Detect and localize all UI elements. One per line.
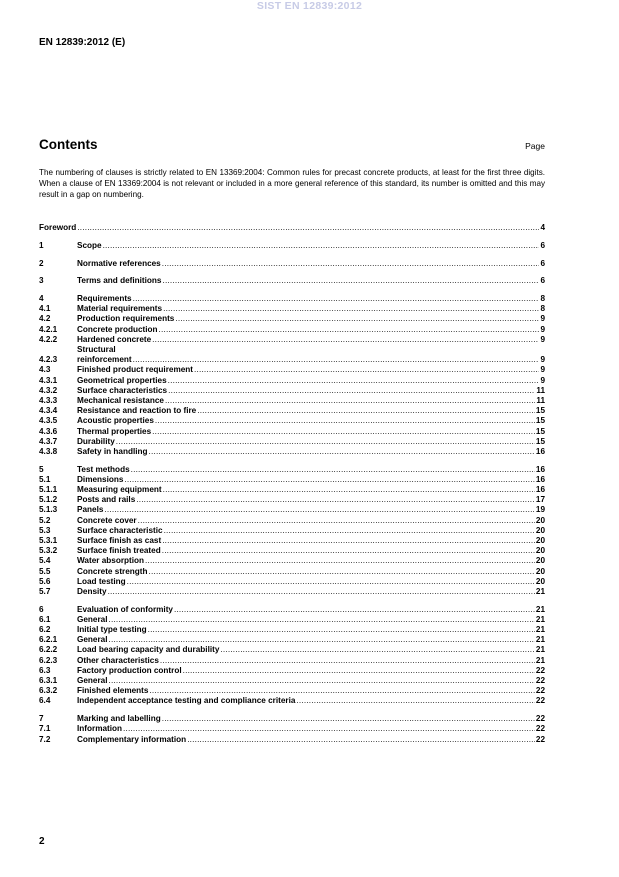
toc-entry[interactable]: [39, 625, 545, 635]
intro-paragraph: The numbering of clauses is strictly related to EN 13369:2004: Common rules for precast concrete products, at least for the first three digits. When a clause of EN 13369:2004 is not relevant or included in a more general reference of this standard, its number is omitted and this may result in a gap on numbering.: [39, 168, 545, 199]
toc-dot-leader: [152, 427, 535, 437]
toc-entry-title: Evaluation of conformity: [77, 604, 173, 614]
toc-entry-number: 4.3: [39, 365, 51, 375]
table-of-contents: [39, 223, 545, 745]
toc-entry-title: Independent acceptance testing and compliance criteria: [77, 696, 296, 706]
toc-entry-page: 21: [535, 655, 545, 665]
toc-entry-title: Complementary information: [77, 734, 187, 744]
toc-dot-leader: [162, 276, 539, 286]
toc-entry-number: 6.2.3: [39, 655, 58, 665]
toc-entry-page: 21: [535, 645, 545, 655]
toc-entry-number: 2: [39, 258, 44, 268]
toc-entry-number: 5.1.2: [39, 495, 58, 505]
toc-entry[interactable]: [39, 315, 545, 325]
toc-entry-page: 22: [535, 724, 545, 734]
toc-entry-page: 6: [540, 276, 545, 286]
toc-dot-leader: [175, 314, 539, 324]
toc-entry-page: 8: [540, 294, 545, 304]
toc-entry-title: Factory production control: [77, 665, 182, 675]
toc-entry[interactable]: [39, 505, 545, 515]
toc-entry-page: 19: [535, 505, 545, 515]
toc-dot-leader: [165, 396, 535, 406]
toc-entry-page: 9: [540, 375, 545, 385]
toc-entry[interactable]: [39, 696, 545, 706]
toc-entry-title: Requirements: [77, 294, 132, 304]
toc-entry[interactable]: [39, 714, 545, 724]
toc-dot-leader: [197, 406, 535, 416]
toc-entry-page: 16: [535, 474, 545, 484]
toc-entry-page: 16: [535, 446, 545, 456]
toc-entry-number: 6.2.1: [39, 635, 58, 645]
toc-dot-leader: [164, 526, 535, 536]
toc-entry-page: 20: [535, 546, 545, 556]
toc-dot-leader: [133, 355, 540, 365]
toc-entry-page: 20: [535, 576, 545, 586]
toc-entry-number: 1: [39, 240, 44, 250]
toc-entry-page: 22: [535, 734, 545, 744]
toc-entry-page: 20: [535, 536, 545, 546]
toc-entry-title: Test methods: [77, 464, 130, 474]
toc-entry-page: 9: [540, 334, 545, 344]
toc-dot-leader: [162, 536, 535, 546]
toc-entry-page: 20: [535, 566, 545, 576]
toc-entry-title: Safety in handling: [77, 446, 148, 456]
toc-dot-leader: [149, 447, 535, 457]
toc-dot-leader: [148, 625, 535, 635]
toc-entry[interactable]: [39, 587, 545, 597]
toc-entry-page: 17: [535, 495, 545, 505]
toc-entry-number: 4.3.1: [39, 375, 58, 385]
toc-entry-title: Surface characteristic: [77, 525, 163, 535]
toc-entry[interactable]: [39, 335, 545, 345]
toc-entry-number: 4.2.1: [39, 324, 58, 334]
toc-dot-leader: [109, 635, 535, 645]
toc-dot-leader: [194, 365, 539, 375]
toc-entry[interactable]: [39, 516, 545, 526]
toc-dot-leader: [162, 714, 535, 724]
toc-entry-page: 21: [535, 604, 545, 614]
toc-entry-number: 4.3.5: [39, 416, 58, 426]
toc-entry-page: 9: [540, 365, 545, 375]
toc-dot-leader: [116, 437, 535, 447]
toc-dot-leader: [133, 294, 540, 304]
toc-entry-title: Surface finish as cast: [77, 536, 162, 546]
toc-entry-number: 4.2: [39, 314, 51, 324]
toc-entry[interactable]: [39, 635, 545, 645]
toc-dot-leader: [77, 223, 539, 233]
toc-entry-page: 16: [535, 485, 545, 495]
toc-entry-number: 5.6: [39, 576, 51, 586]
toc-entry-title: Surface characteristics: [77, 385, 168, 395]
toc-dot-leader: [109, 615, 535, 625]
toc-entry[interactable]: [39, 345, 545, 355]
toc-entry-title: Finished elements: [77, 686, 149, 696]
toc-entry-page: 21: [535, 586, 545, 596]
toc-dot-leader: [163, 304, 539, 314]
toc-entry-number: 4.2.3: [39, 355, 58, 365]
toc-entry[interactable]: [39, 556, 545, 566]
toc-entry-number: 7.1: [39, 724, 51, 734]
toc-dot-leader: [296, 696, 534, 706]
toc-dot-leader: [149, 686, 534, 696]
toc-entry-title: Load testing: [77, 576, 126, 586]
toc-entry[interactable]: [39, 646, 545, 656]
toc-entry-number: 7: [39, 714, 44, 724]
toc-dot-leader: [138, 516, 535, 526]
toc-dot-leader: [155, 416, 535, 426]
toc-entry-number: 5.1.3: [39, 505, 58, 515]
toc-entry-number: 5.2: [39, 515, 51, 525]
toc-entry-title: Measuring equipment: [77, 485, 162, 495]
toc-entry[interactable]: [39, 325, 545, 335]
toc-entry-page: 6: [540, 240, 545, 250]
contents-heading: Contents: [39, 137, 98, 152]
toc-dot-leader: [159, 325, 540, 335]
toc-entry-number: 6.4: [39, 696, 51, 706]
toc-entry-title: Geometrical properties: [77, 375, 167, 385]
toc-entry[interactable]: [39, 406, 545, 416]
toc-entry-page: 21: [535, 614, 545, 624]
toc-entry-title: Posts and rails: [77, 495, 136, 505]
toc-entry-title: reinforcement: [77, 355, 132, 365]
toc-entry-page: 22: [535, 714, 545, 724]
toc-dot-leader: [108, 587, 535, 597]
toc-entry-number: 6.3.2: [39, 686, 58, 696]
toc-entry[interactable]: [39, 526, 545, 536]
toc-entry-number: 4.3.8: [39, 446, 58, 456]
toc-entry-title: General: [77, 614, 108, 624]
toc-entry[interactable]: [39, 294, 545, 304]
toc-entry-title: Water absorption: [77, 556, 145, 566]
toc-entry-title: Mechanical resistance: [77, 395, 164, 405]
toc-entry-number: 4.3.6: [39, 426, 58, 436]
toc-entry-number: 4.3.4: [39, 406, 58, 416]
toc-dot-leader: [145, 556, 535, 566]
toc-entry-page: 6: [540, 258, 545, 268]
toc-entry[interactable]: [39, 475, 545, 485]
toc-entry-number: 5.3.2: [39, 546, 58, 556]
toc-entry-number: 4.2.2: [39, 334, 58, 344]
toc-entry-title: Structural: [77, 345, 116, 355]
toc-entry-page: 22: [535, 676, 545, 686]
toc-entry[interactable]: [39, 615, 545, 625]
toc-entry[interactable]: [39, 304, 545, 314]
toc-entry-number: 7.2: [39, 734, 51, 744]
page-number: 2: [39, 836, 45, 847]
toc-entry[interactable]: [39, 666, 545, 676]
toc-entry-number: 5.3.1: [39, 536, 58, 546]
toc-entry-title: Terms and definitions: [77, 276, 162, 286]
toc-dot-leader: [187, 735, 535, 745]
toc-entry-page: 9: [540, 324, 545, 334]
toc-dot-leader: [131, 465, 535, 475]
toc-entry-title: Concrete cover: [77, 515, 137, 525]
toc-entry[interactable]: [39, 276, 545, 286]
toc-entry[interactable]: [39, 465, 545, 475]
toc-entry-title: General: [77, 635, 108, 645]
toc-entry-number: 5: [39, 464, 44, 474]
toc-entry-number: 4.3.2: [39, 385, 58, 395]
toc-entry[interactable]: [39, 485, 545, 495]
toc-entry-number: 6.1: [39, 614, 51, 624]
toc-entry-page: 21: [535, 625, 545, 635]
toc-entry[interactable]: [39, 495, 545, 505]
toc-entry-title: Hardened concrete: [77, 334, 152, 344]
toc-entry[interactable]: [39, 735, 545, 745]
toc-entry[interactable]: [39, 427, 545, 437]
toc-entry[interactable]: [39, 241, 545, 251]
toc-entry[interactable]: [39, 686, 545, 696]
toc-dot-leader: [136, 495, 535, 505]
toc-entry-number: 4.3.7: [39, 436, 58, 446]
toc-entry-number: 6.3.1: [39, 676, 58, 686]
toc-dot-leader: [162, 259, 540, 269]
toc-entry[interactable]: [39, 376, 545, 386]
toc-entry-title: General: [77, 676, 108, 686]
toc-entry-title: Finished product requirement: [77, 365, 194, 375]
toc-dot-leader: [149, 567, 535, 577]
toc-entry-page: 9: [540, 314, 545, 324]
toc-entry-page: 22: [535, 686, 545, 696]
toc-entry-number: 5.1.1: [39, 485, 58, 495]
toc-entry-title: Load bearing capacity and durability: [77, 645, 220, 655]
toc-entry-page: 11: [536, 385, 545, 395]
toc-entry-page: 15: [535, 416, 545, 426]
toc-entry-title: Surface finish treated: [77, 546, 161, 556]
toc-dot-leader: [104, 505, 534, 515]
toc-entry[interactable]: [39, 536, 545, 546]
toc-entry-page: 4: [540, 222, 545, 232]
toc-entry-title: Resistance and reaction to fire: [77, 406, 197, 416]
toc-entry[interactable]: [39, 396, 545, 406]
document-id: EN 12839:2012 (E): [39, 37, 126, 48]
toc-entry-number: 6: [39, 604, 44, 614]
toc-entry-number: 4.3.3: [39, 395, 58, 405]
toc-entry-title: Durability: [77, 436, 115, 446]
toc-entry-title: Dimensions: [77, 474, 124, 484]
toc-entry-title: Acoustic properties: [77, 416, 154, 426]
toc-entry-page: 22: [535, 665, 545, 675]
toc-entry[interactable]: [39, 656, 545, 666]
toc-entry-page: 21: [535, 635, 545, 645]
toc-entry-page: 15: [535, 426, 545, 436]
toc-entry[interactable]: [39, 259, 545, 269]
toc-entry-number: 4.1: [39, 304, 51, 314]
toc-entry-page: 9: [540, 355, 545, 365]
toc-entry-number: 6.3: [39, 665, 51, 675]
toc-dot-leader: [168, 386, 535, 396]
toc-dot-leader: [152, 335, 539, 345]
toc-entry-page: 15: [535, 406, 545, 416]
toc-entry-number: 6.2.2: [39, 645, 58, 655]
toc-entry-number: 5.7: [39, 586, 51, 596]
toc-entry-title: Panels: [77, 505, 104, 515]
toc-dot-leader: [127, 577, 535, 587]
toc-entry-number: 4: [39, 294, 44, 304]
toc-entry-number: 6.2: [39, 625, 51, 635]
toc-entry-title: Density: [77, 586, 107, 596]
toc-dot-leader: [174, 605, 535, 615]
toc-entry-page: 16: [535, 464, 545, 474]
toc-entry-number: 5.1: [39, 474, 51, 484]
toc-dot-leader: [163, 485, 535, 495]
toc-entry-number: 5.4: [39, 556, 51, 566]
toc-dot-leader: [168, 376, 540, 386]
toc-entry-title: Concrete production: [77, 324, 158, 334]
toc-dot-leader: [220, 645, 534, 655]
toc-entry-page: 20: [535, 515, 545, 525]
toc-entry-title: Foreword: [39, 222, 77, 232]
toc-dot-leader: [183, 666, 535, 676]
toc-entry[interactable]: [39, 577, 545, 587]
toc-entry-number: 5.3: [39, 525, 51, 535]
toc-entry-title: Concrete strength: [77, 566, 148, 576]
toc-dot-leader: [109, 676, 535, 686]
toc-entry-page: 20: [535, 556, 545, 566]
toc-entry-title: Normative references: [77, 258, 161, 268]
watermark: SIST EN 12839:2012: [256, 0, 363, 12]
toc-dot-leader: [123, 724, 535, 734]
toc-entry[interactable]: [39, 447, 545, 457]
toc-entry-title: Scope: [77, 240, 102, 250]
toc-entry-title: Material requirements: [77, 304, 163, 314]
toc-entry-title: Other characteristics: [77, 655, 159, 665]
toc-entry-title: Initial type testing: [77, 625, 147, 635]
toc-entry-title: Thermal properties: [77, 426, 152, 436]
toc-entry[interactable]: [39, 567, 545, 577]
toc-entry-title: Information: [77, 724, 123, 734]
toc-entry-page: 20: [535, 525, 545, 535]
toc-entry-page: 22: [535, 696, 545, 706]
toc-dot-leader: [103, 241, 540, 251]
toc-entry-page: 8: [540, 304, 545, 314]
toc-entry[interactable]: [39, 416, 545, 426]
toc-entry[interactable]: [39, 546, 545, 556]
toc-entry[interactable]: [39, 676, 545, 686]
toc-dot-leader: [162, 546, 535, 556]
toc-entry-title: Marking and labelling: [77, 714, 161, 724]
toc-entry-page: 15: [535, 436, 545, 446]
toc-entry-number: 5.5: [39, 566, 51, 576]
toc-dot-leader: [124, 475, 534, 485]
toc-dot-leader: [160, 656, 535, 666]
toc-entry-title: Production requirements: [77, 314, 175, 324]
toc-entry[interactable]: [39, 365, 545, 375]
toc-entry-page: 11: [536, 395, 545, 405]
toc-entry[interactable]: [39, 386, 545, 396]
toc-entry[interactable]: [39, 223, 545, 233]
page-column-label: Page: [525, 141, 545, 151]
toc-entry-number: 3: [39, 276, 44, 286]
toc-entry[interactable]: [39, 355, 545, 365]
toc-entry[interactable]: [39, 724, 545, 734]
toc-entry[interactable]: [39, 605, 545, 615]
toc-entry[interactable]: [39, 437, 545, 447]
